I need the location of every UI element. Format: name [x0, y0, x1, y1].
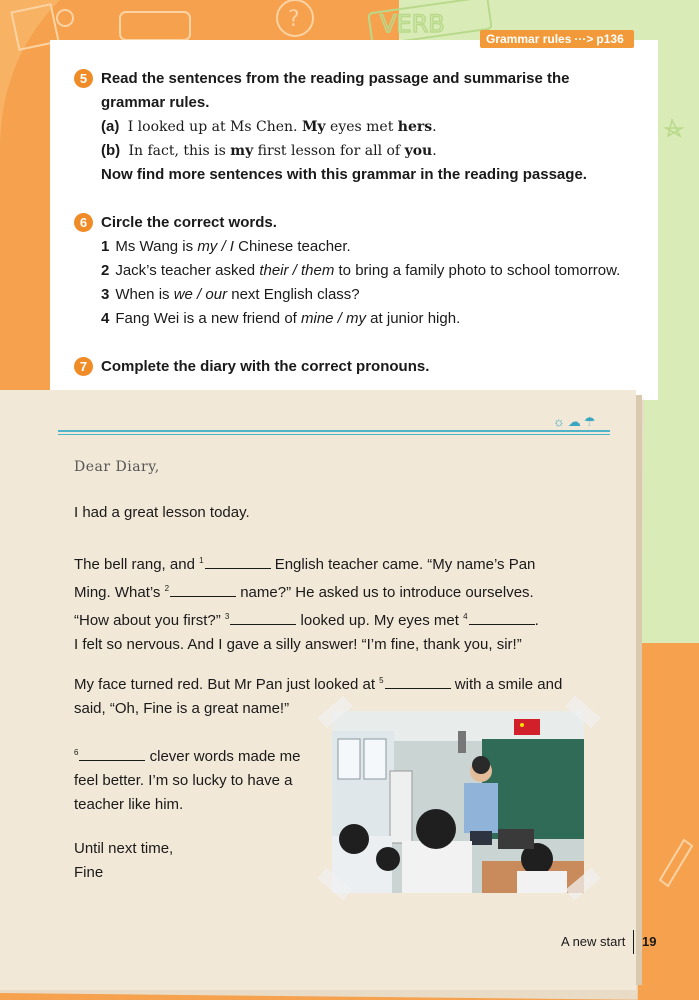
answer-blank-4[interactable] [469, 610, 535, 625]
classroom-illustration [332, 711, 584, 893]
exercise-5 [74, 67, 587, 187]
grammar-rules-page: p136 [596, 32, 624, 46]
exercise-7 [74, 355, 429, 379]
answer-blank-3[interactable] [230, 610, 296, 625]
answer-blank-2[interactable] [170, 582, 236, 597]
diary-header-rule [58, 430, 610, 432]
answer-blank-6[interactable] [79, 746, 145, 761]
word-choice[interactable]: my / I [197, 238, 234, 255]
exercise-7-instruction: Complete the diary with the correct pronouns. [101, 358, 430, 375]
diary-closing: Until next time, Fine [74, 837, 173, 885]
exercise-number-badge: 5 [74, 69, 93, 88]
classroom-photo [332, 711, 584, 893]
diary-paragraph-4: $^6$ clever words made me feel better. I’m so lucky to have a teacher like him. [74, 748, 301, 813]
chapter-title: A new start [561, 934, 626, 949]
grammar-rules-label: Grammar rules [486, 32, 572, 46]
list-item: 1 Ms Wang is my / I Chinese teacher. [101, 238, 351, 255]
exercise-6-instruction: Circle the correct words. [101, 214, 277, 231]
diary-paragraph-1: I had a great lesson today. [74, 504, 250, 521]
footer-divider [633, 930, 634, 954]
exercise-6 [74, 211, 620, 331]
word-choice[interactable]: we / our [173, 286, 228, 303]
diary-paper-edge [636, 395, 642, 985]
exercise-5-instruction-cont: grammar rules. [101, 94, 210, 111]
word-choice[interactable]: mine / my [301, 310, 367, 327]
list-item: 3 When is we / our next English class? [101, 286, 360, 303]
exercise-number-badge: 7 [74, 357, 93, 376]
diary-greeting: Dear Diary, [74, 459, 160, 475]
page-number: 19 [642, 934, 657, 949]
answer-blank-1[interactable] [205, 554, 271, 569]
arrow-icon: ···> [574, 32, 594, 46]
exercise-number-badge: 6 [74, 213, 93, 232]
svg-text:VERB: VERB [380, 10, 445, 38]
exercise-5-follow-up: Now find more sentences with this grammar in the reading passage. [101, 166, 587, 183]
weather-icons [553, 414, 599, 430]
sun-icon: ☼ [553, 414, 568, 429]
diary-paragraph-2: The bell rang, and $^1$ English teacher came. “My name’s Pan Ming. What’s $^2$ name?” He asked us to introduce ourselves. “How about you first?” $^3$ looked up. My eyes met $^4$ . I felt so nervous. And I gave a silly answer! “I’m fine, thank you, sir!” [74, 556, 539, 653]
list-item: 2 Jack’s teacher asked their / them to bring a family photo to school tomorrow. [101, 262, 621, 279]
svg-text:?: ? [288, 7, 300, 32]
grammar-rules-tag[interactable] [480, 30, 634, 48]
example-sentence-b: (b) In fact, this is my first lesson for all of you. [101, 142, 437, 159]
diary-paragraph-3: My face turned red. But Mr Pan just looked at $^5$ with a smile and said, “Oh, Fine is a great name!” [74, 676, 563, 717]
diary-header-rule-thin [58, 434, 610, 435]
exercise-5-instruction: Read the sentences from the reading passage and summarise the [101, 70, 570, 87]
list-item: 4 Fang Wei is a new friend of mine / my at junior high. [101, 310, 461, 327]
word-choice[interactable]: their / them [259, 262, 335, 279]
cloud-sun-icon: ☁ [567, 414, 584, 429]
rain-cloud-icon: ☂ [583, 414, 599, 429]
diary-signature: Fine [74, 864, 104, 881]
example-sentence-a: (a) I looked up at Ms Chen. My eyes met hers. [101, 118, 437, 135]
answer-blank-5[interactable] [385, 674, 451, 689]
